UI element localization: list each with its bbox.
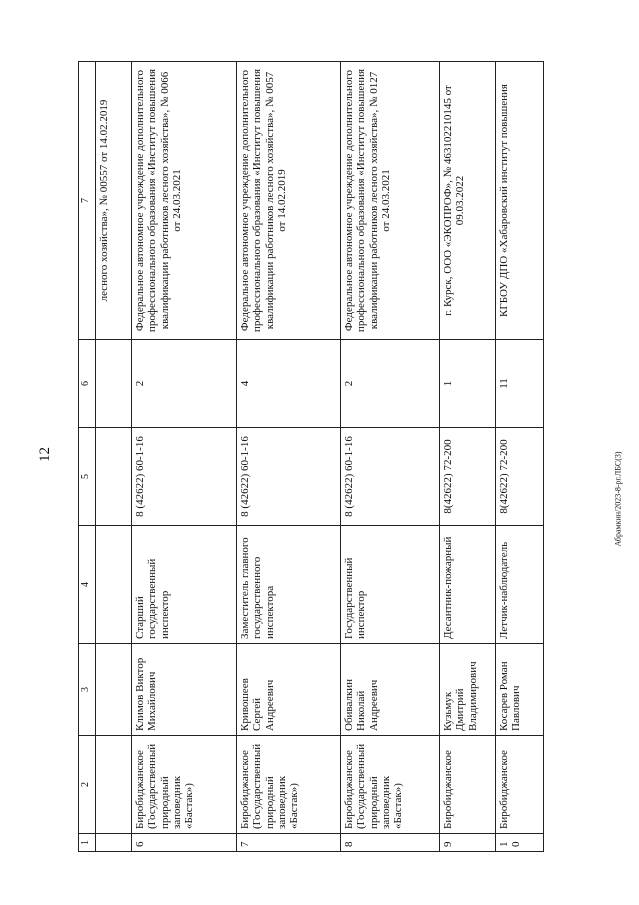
phone-cell (96, 428, 132, 526)
training-cell: КГБОУ ДПО «Хабаровский институт повышения (496, 62, 544, 340)
name-cell: Кривошеев Сергей Андреевич (237, 644, 341, 736)
organization-cell: Биробиджанское (Государственный природный заповедник «Бастак») (237, 736, 341, 834)
document-footer-code: Абрамкин/2023-8-рг.ЛБС(3) (613, 451, 623, 547)
column-number: 4 (79, 526, 96, 644)
position-cell: Летчик-наблюдатель (496, 526, 544, 644)
row-number: 10 (496, 834, 544, 852)
column-number: 3 (79, 644, 96, 736)
organization-cell (96, 736, 132, 834)
position-cell (96, 526, 132, 644)
rotated-table-container (78, 62, 540, 852)
position-cell: Государственный инспектор (341, 526, 440, 644)
table-row (132, 62, 237, 852)
column-number: 5 (79, 428, 96, 526)
training-cell: лесного хозяйства», № 00557 от 14.02.2019 (96, 62, 132, 340)
training-cell: Федеральное автономное учреждение дополнительного профессионального образования «Институт повышения квалификации работников лесного хозяйства», № 0057 от 14.02.2019 (237, 62, 341, 340)
table-row (341, 62, 440, 852)
row-number: 6 (132, 834, 237, 852)
personnel-table (78, 61, 544, 852)
position-cell: Заместитель главного государственного инспектора (237, 526, 341, 644)
phone-cell: 8(42622) 72-200 (440, 428, 496, 526)
training-cell: г. Курск, ООО «ЭКОПРОФ», № 463102210145 от 09.03.2022 (440, 62, 496, 340)
column-number: 6 (79, 340, 96, 428)
organization-cell: Биробиджанское (440, 736, 496, 834)
column-number: 7 (79, 62, 96, 340)
name-cell (96, 644, 132, 736)
count-cell (96, 340, 132, 428)
count-cell: 1 (440, 340, 496, 428)
table-row (440, 62, 496, 852)
name-cell: Кузьмук Дмитрий Владимирович (440, 644, 496, 736)
organization-cell: Биробиджанское (Государственный природный заповедник «Бастак») (341, 736, 440, 834)
table-row (96, 62, 132, 852)
phone-cell: 8 (42622) 60-1-16 (237, 428, 341, 526)
name-cell: Косарев Роман Павлович (496, 644, 544, 736)
table-row (496, 62, 544, 852)
training-cell: Федеральное автономное учреждение дополнительного профессионального образования «Институт повышения квалификации работников лесного хозяйства», № 0127 от 24.03.2021 (341, 62, 440, 340)
row-number: 7 (237, 834, 341, 852)
organization-cell: Биробиджанское (496, 736, 544, 834)
phone-cell: 8 (42622) 60-1-16 (132, 428, 237, 526)
count-cell: 4 (237, 340, 341, 428)
page-number: 12 (37, 447, 53, 462)
column-number: 1 (79, 834, 96, 852)
column-number: 2 (79, 736, 96, 834)
count-cell: 2 (341, 340, 440, 428)
row-number: 8 (341, 834, 440, 852)
row-number (96, 834, 132, 852)
count-cell: 11 (496, 340, 544, 428)
name-cell: Климов Виктор Михайлович (132, 644, 237, 736)
phone-cell: 8(42622) 72-200 (496, 428, 544, 526)
table-wrapper (78, 62, 540, 852)
row-number: 9 (440, 834, 496, 852)
column-number-row (79, 62, 96, 852)
position-cell: Десантник-пожарный (440, 526, 496, 644)
organization-cell: Биробиджанское (Государственный природный заповедник «Бастак») (132, 736, 237, 834)
training-cell: Федеральное автономное учреждение дополнительного профессионального образования «Институт повышения квалификации работников лесного хозяйства», № 0066 от 24.03.2021 (132, 62, 237, 340)
position-cell: Старший государственный инспектор (132, 526, 237, 644)
table-row (237, 62, 341, 852)
name-cell: Обивалкин Николай Андреевич (341, 644, 440, 736)
count-cell: 2 (132, 340, 237, 428)
phone-cell: 8 (42622) 60-1-16 (341, 428, 440, 526)
